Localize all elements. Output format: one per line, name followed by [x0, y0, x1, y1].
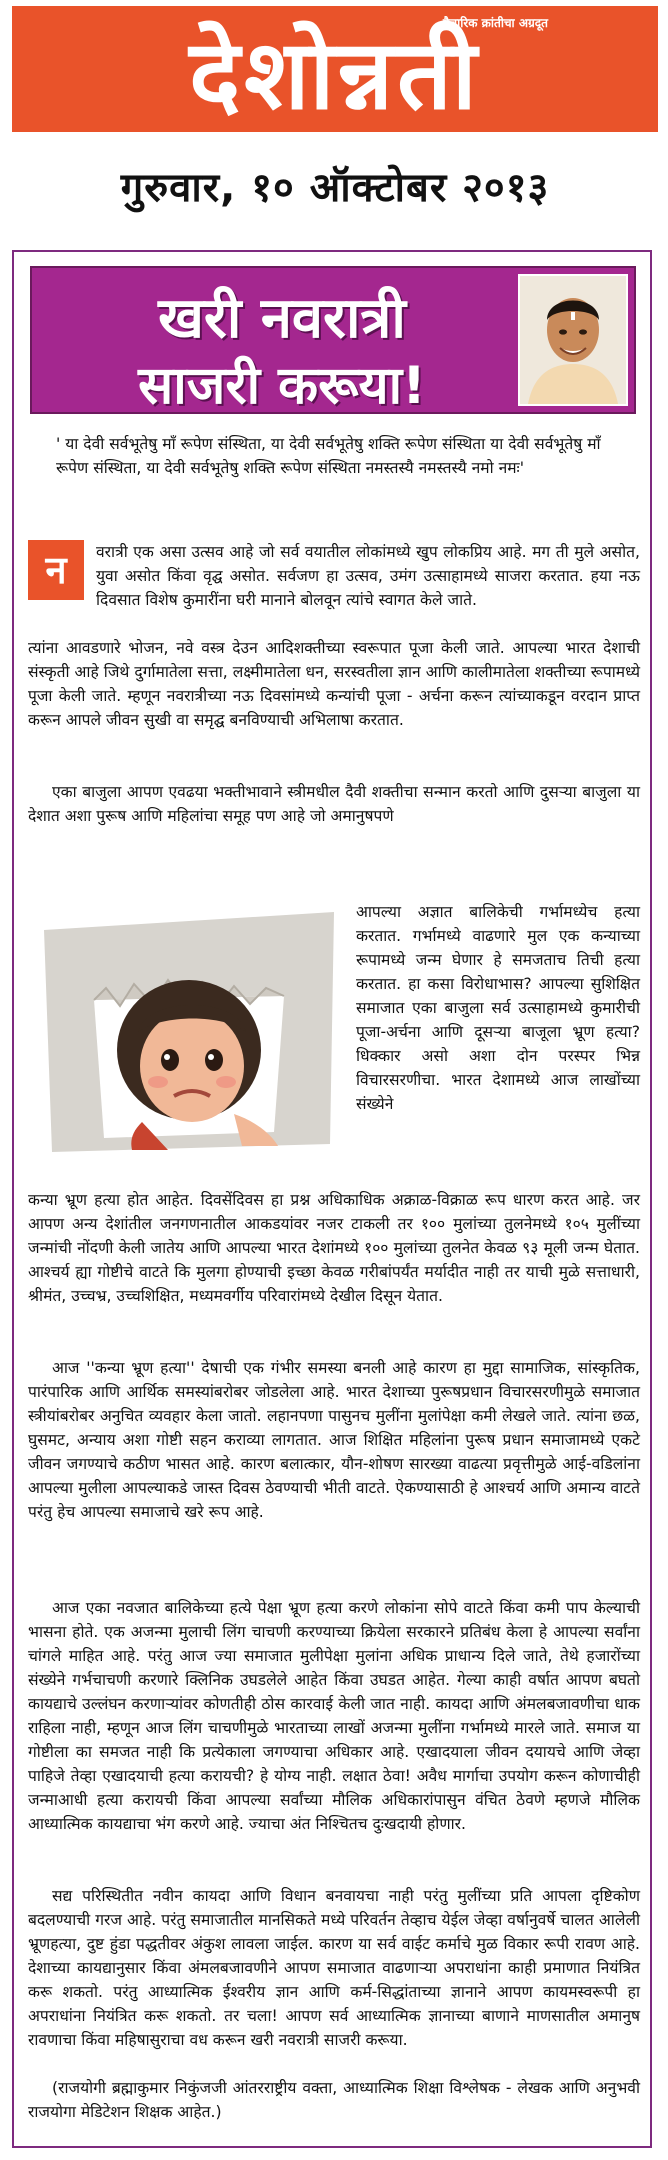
author-byline: (राजयोगी ब्रह्माकुमार निकुंजजी आंतरराष्ट्रीय वक्ता, आध्यात्मिक शिक्षा विश्लेषक - लेखक आणि अनुभवी राजयोगा मेडिटेशन शिक्षक आहेत.) — [28, 2079, 640, 2121]
author-portrait — [518, 274, 628, 406]
issue-date: गुरुवार, १० ऑक्टोबर २०१३ — [120, 165, 550, 211]
masthead — [12, 6, 658, 132]
headline-line-1: खरी नवरात्री — [158, 286, 406, 351]
masthead-tagline: वैचारिक क्रांतीचा अग्रदूत — [442, 16, 548, 30]
masthead-title: देशोन्नती — [189, 19, 481, 131]
article-frame — [12, 250, 652, 2148]
paragraph-4: आज एका नवजात बालिकेच्या हत्ये पेक्षा भ्रूण हत्या करणे लोकांना सोपे वाटते किंवा कमी पाप केल्याची भासना होते. एक अजन्मा मुलाची लिंग चाचणी करण्याच्या क्रियेला सरकारने प्रतिबंध केला हे आपल्या सर्वांना चांगले माहित आहे. परंतु आज ज्या समाजात मुलीपेक्षा मुलांना अधिक प्राधान्य दिले जाते, तेथे हजारोंच्या संख्येने गर्भचाचणी करणारे क्लिनिक उघडलेले आहेत किंवा उघडत आहेत. गेल्या काही वर्षात आपण बघतो कायद्याचे उल्लंघन करणाऱ्यांवर कोणतीही ठोस कारवाई केली जात नाही. कायदा आणि अंमलबजावणीचा धाक राहिला नाही, म्हणून आज लिंग चाचणीमुळे भारताच्या लाखों अजन्मा मुलींना गर्भामध्ये मारले जाते. समाज या गोष्टीला का समजत नाही कि प्रत्येकाला जगण्याचा अधिकार आहे. एखादयाला जीवन दयायचे आणि जेव्हा पाहिजे तेव्हा एखादयाची हत्या करायची? हे योग्य नाही. लक्षात ठेवा! अवैध मार्गाचा उपयोग करून कोणाचीही जन्माआधी हत्या करायची किंवा आपल्या सर्वांच्या मौलिक अधिकारांपासुन वंचित ठेवणे म्हणजे मौलिक आध्यात्मिक कायद्याचा भंग करणे आहे. ज्याचा अंत निश्चितच दुःखदायी होणार. — [28, 1599, 640, 1833]
paragraph-2-side: आपल्या अज्ञात बालिकेची गर्भामध्येच हत्या करतात. गर्भामध्ये वाढणारे मुल एक कन्याच्या रूपामध्ये जन्म घेणार हे समजताच तिची हत्या करतात. हा कसा विरोधाभास? आपल्या सुशिक्षित समाजात एका बाजुला सर्व उत्साहामध्ये कुमारीची पूजा-अर्चना आणि दूसऱ्या बाजूला भ्रूण हत्या? धिक्कार असो अशा दोन परस्पर भिन्न विचारसरणीचा. भारत देशामध्ये आज लाखोंच्या संख्येने — [356, 903, 640, 1113]
paragraph-5: सद्य परिस्थितीत नवीन कायदा आणि विधान बनवायचा नाही परंतु मुलींच्या प्रति आपला दृष्टिकोण बदलण्याची गरज आहे. परंतु समाजातील मानसिकते मध्ये परिवर्तन तेव्हाच येईल जेव्हा वर्षानुवर्षे चालत आलेली भ्रूणहत्या, दुष्ट हुंडा पद्धतीवर अंकुश लावला जाईल. कारण या सर्व वाईट कर्माचे मुळ विकार रूपी रावण आहे. देशाच्या कायद्यानुसार किंवा अंमलबजावणीने आपण समाजात वाढणाऱ्या अपराधांना काही प्रमाणात नियंत्रित करू शकतो. परंतु आध्यात्मिक ईश्वरीय ज्ञान आणि कर्म-सिद्धांताच्या ज्ञानाने आपण कायमस्वरूपी हा अपराधांना नियंत्रित करू शकतो. तर चला! आपण सर्व आध्यात्मिक ज्ञानाच्या बाणाने माणसातील अमानुष रावणाचा किंवा महिषासुराचा वध करून खरी नवरात्री साजरी करूया. — [28, 1887, 640, 2049]
author-portrait-image — [520, 276, 626, 404]
paragraph-2-rest: कन्या भ्रूण हत्या होत आहेत. दिवसेंदिवस हा प्रश्न अधिकाधिक अक्राळ-विक्राळ रूप धारण करत आहे. जर आपण अन्य देशांतील जनगणनातील आकडयांवर नजर टाकली तर १०० मुलांच्या तुलनेमध्ये १०५ मुलींच्या जन्मांची नोंदणी केली जातेय आणि आपल्या भारत देशांमध्ये १०० मुलांच्या तुलनेत केवळ ९३ मूली जन्म घेतात. आश्चर्य ह्या गोष्टीचे वाटते कि मुलगा होण्याची इच्छा केवळ गरीबांपर्यंत मर्यादीत नाही तर याची मुळे सत्ताधारी, श्रीमंत, उच्चभ्र, उच्चशिक्षित, मध्यमवर्गीय परिवारांमध्ये देखील दिसून येतात. — [28, 1191, 640, 1305]
headline-box — [30, 266, 636, 414]
crying-girl-illustration — [34, 900, 344, 1160]
paragraph-1-lead: वरात्री एक असा उत्सव आहे जो सर्व वयातील लोकांमध्ये खुप लोकप्रिय आहे. मग ती मुले असोत, युवा असोत किंवा वृद्घ असोत. सर्वजण हा उत्सव, उमंग उत्साहामध्ये साजरा करतात. हया नऊ दिवसात विशेष कुमारींना घरी मानाने बोलवून त्यांचे स्वागत केले जाते. — [96, 543, 640, 609]
paragraph-3: आज ''कन्या भ्रूण हत्या'' देषाची एक गंभीर समस्या बनली आहे कारण हा मुद्दा सामाजिक, सांस्कृतिक, पारंपारिक आणि आर्थिक समस्यांबरोबर जोडलेला आहे. भारत देशाच्या पुरूषप्रधान विचारसरणीमुळे समाजात स्त्रीयांबरोबर अनुचित व्यवहार केला जातो. लहानपणा पासुनच मुलींना मुलांपेक्षा कमी लेखले जाते. त्यांना छळ, घुसमट, अन्याय अशा गोष्टी सहन कराव्या लागतात. आज शिक्षित महिलांना पुरूष प्रधान समाजामध्ये एकटे जीवन जगण्याचे कठीण भासत आहे. कारण बलात्कार, यौन-शोषण सारख्या वाढत्या प्रवृत्तीमुळे आई-वडिलांना आपल्या मुलीला आपल्याकडे जास्त दिवस ठेवण्याची भीती वाटते. ऐकण्यासाठी हे आश्चर्य आणि अमान्य वाटते परंतु हेच आपल्या समाजाचे खरे रूप आहे. — [28, 1359, 640, 1521]
girl-figure-image — [34, 900, 344, 1160]
opening-verse: ' या देवी सर्वभूतेषु माँ रूपेण संस्थिता, या देवी सर्वभूतेषु शक्ति रूपेण संस्थिता या देवी सर्वभूतेषु माँ रूपेण संस्थिता, या देवी सर्वभूतेषु शक्ति रूपेण संस्थिता नमस्तस्यै नमस्तस्यै नमो नमः' — [56, 435, 601, 477]
paragraph-2-full: एका बाजुला आपण एवढया भक्तीभावाने स्त्रीमधील दैवी शक्तीचा सन्मान करतो आणि दुसऱ्या बाजुला या देशात अशा पुरूष आणि महिलांचा समूह पण आहे जो अमानुषपणे — [28, 783, 640, 825]
paragraph-1-rest: त्यांना आवडणारे भोजन, नवे वस्त्र देउन आदिशक्तीच्या स्वरूपात पूजा केली जाते. आपल्या भारत देशाची संस्कृती आहे जिथे दुर्गामातेला सत्ता, लक्ष्मीमातेला धन, सरस्वतीला ज्ञान आणि कालीमातेला शक्तीच्या रूपामध्ये पूजा केली जाते. म्हणून नवरात्रीच्या नऊ दिवसांमध्ये कन्यांची पूजा - अर्चना करून त्यांच्याकडून वरदान प्राप्त करून आपले जीवन सुखी वा समृद्घ बनविण्याची अभिलाषा करतात. — [28, 639, 640, 729]
headline-line-2: साजरी करूया! — [138, 356, 426, 416]
drop-cap: न — [28, 540, 84, 600]
